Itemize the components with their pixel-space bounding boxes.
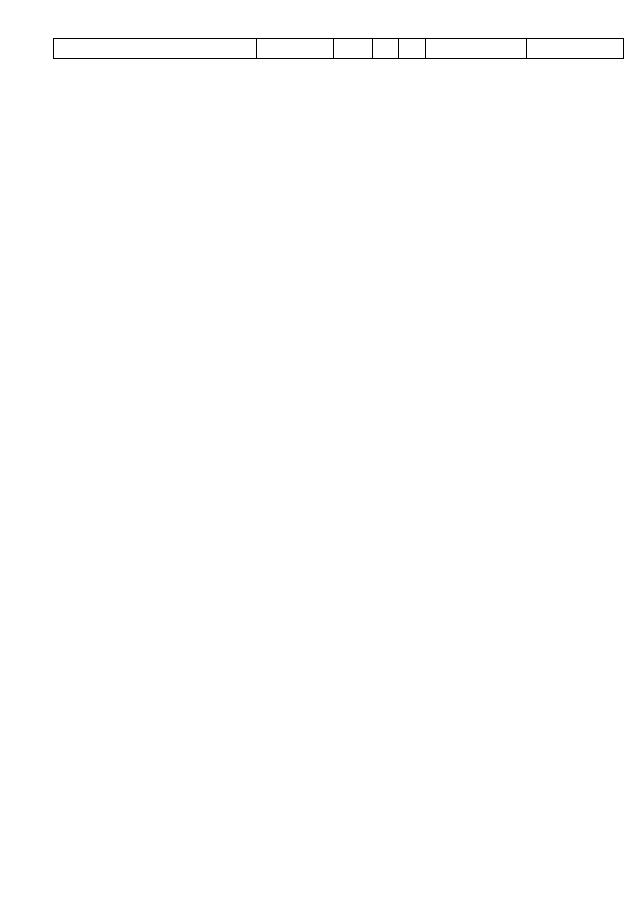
table-header <box>53 38 624 59</box>
header-col-7 <box>527 39 623 58</box>
header-col-3 <box>334 39 373 58</box>
header-col-4 <box>373 39 399 58</box>
header-col-6 <box>426 39 528 58</box>
header-col-2 <box>257 39 334 58</box>
header-col-1 <box>54 39 257 58</box>
header-col-5 <box>399 39 426 58</box>
